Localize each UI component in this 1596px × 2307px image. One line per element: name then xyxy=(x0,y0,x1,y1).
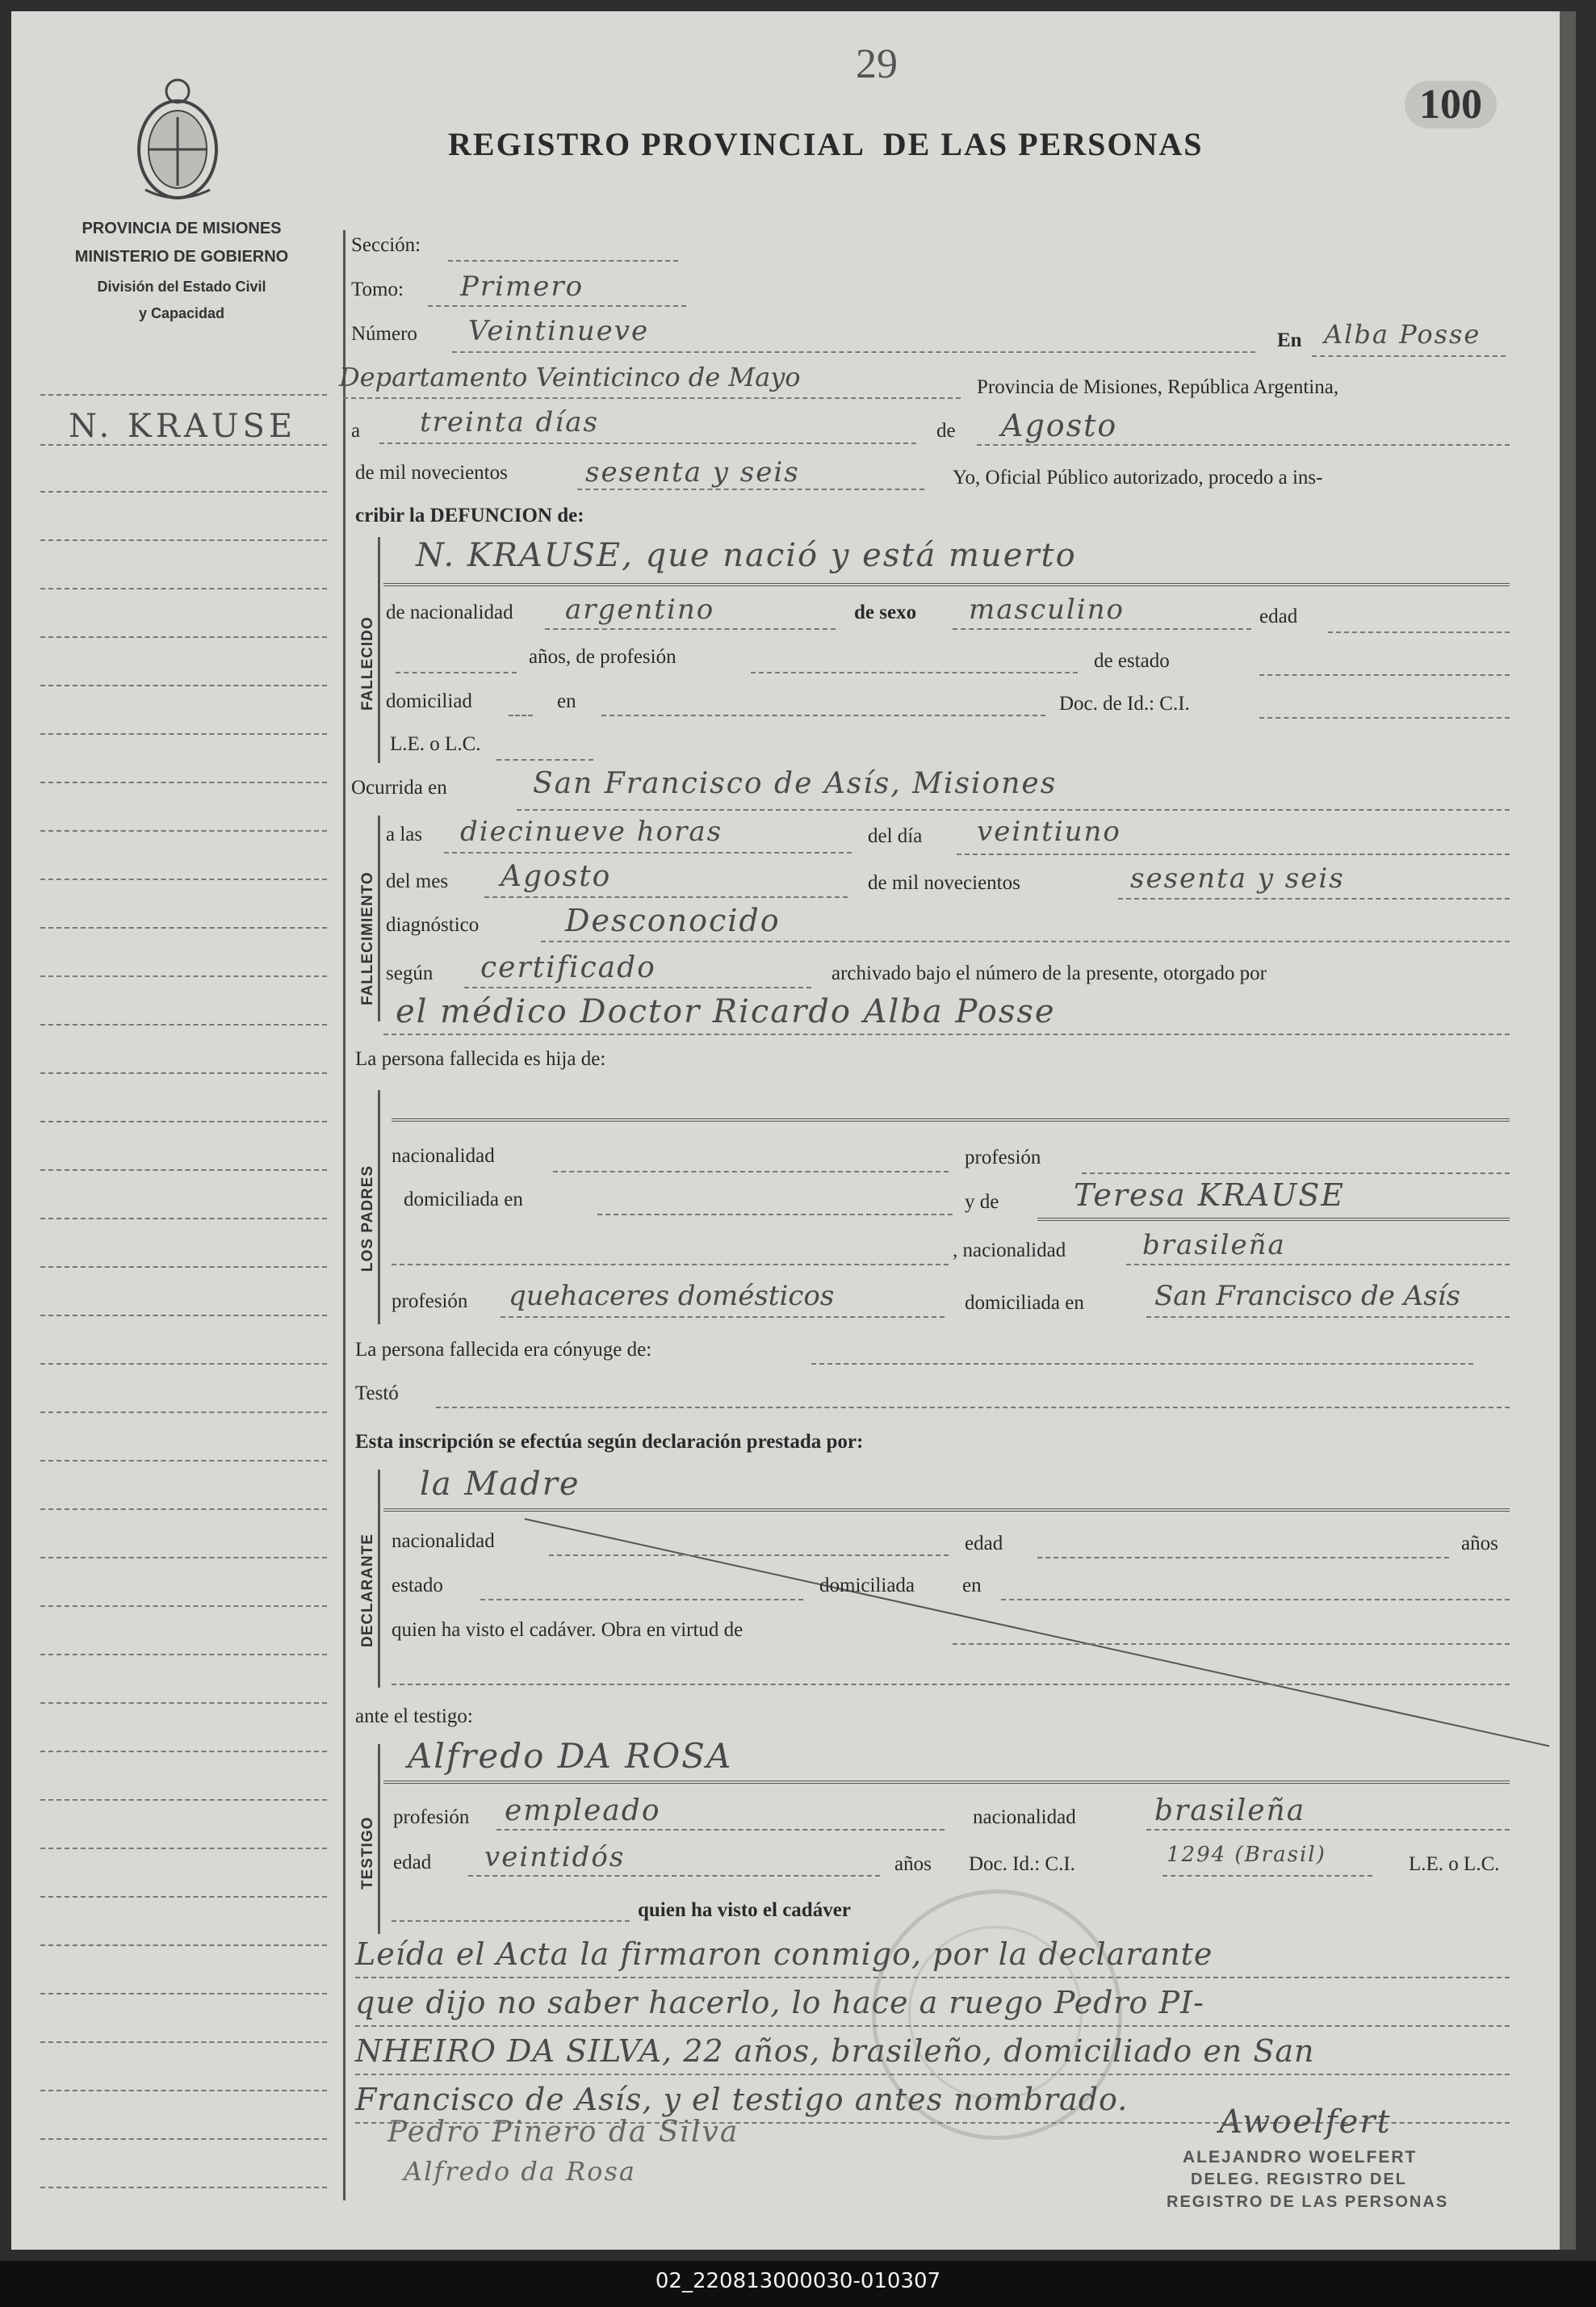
mil-fallecimiento-label: de mil novecientos xyxy=(868,872,1020,894)
inscripcion-text: Esta inscripción se efectúa según declaración prestada por: xyxy=(355,1431,864,1453)
segun-value: certificado xyxy=(480,951,656,984)
fallecido-le-label: L.E. o L.C. xyxy=(390,733,481,755)
testigo-cadaver-line xyxy=(392,1920,630,1922)
fallecido-name-line xyxy=(383,583,1510,586)
medico-line xyxy=(383,1034,1510,1035)
anio-value: sesenta y seis xyxy=(585,456,800,489)
fallecido-rule xyxy=(378,537,380,763)
ocurrida-label: Ocurrida en xyxy=(351,777,447,799)
dia-line xyxy=(379,443,916,444)
tomo-value: Primero xyxy=(460,271,584,303)
declarante-name: la Madre xyxy=(420,1466,580,1503)
declarante-edad-label: edad xyxy=(965,1533,1003,1554)
fallecido-le-line xyxy=(496,759,593,761)
testigo-rule xyxy=(378,1744,380,1934)
division-heading-2: y Capacidad xyxy=(138,305,225,321)
signature-official: Awoelfert xyxy=(1219,2104,1392,2141)
testigo-doc-line xyxy=(1162,1875,1372,1877)
fallecido-nacionalidad-label: de nacionalidad xyxy=(386,602,513,623)
fallecido-edad-line xyxy=(1328,631,1510,633)
declarante-estado-label: estado xyxy=(392,1575,443,1596)
testigo-doc-value: 1294 (Brasil) xyxy=(1167,1843,1326,1867)
official-role-1: DELEG. REGISTRO DEL xyxy=(1191,2171,1408,2188)
fallecido-estado-label: de estado xyxy=(1094,650,1170,672)
del-mes-label: del mes xyxy=(386,870,449,892)
en-label: En xyxy=(1277,329,1302,351)
diagnostico-value: Desconocido xyxy=(565,903,781,938)
a-las-label: a las xyxy=(386,824,423,845)
fallecido-sexo-line xyxy=(953,628,1251,630)
testigo-edad-label: edad xyxy=(393,1852,432,1873)
testo-label: Testó xyxy=(355,1382,399,1404)
padres-nacionalidad-line xyxy=(553,1171,949,1172)
padres-nacionalidad2-label: , nacionalidad xyxy=(953,1239,1066,1261)
hija-label: La persona fallecida es hija de: xyxy=(355,1048,606,1070)
declarante-nacionalidad-line xyxy=(549,1554,949,1556)
en-value: Alba Posse xyxy=(1324,319,1481,350)
dia-fallecimiento-line xyxy=(957,854,1510,855)
closing-line-4: Francisco de Asís, y el testigo antes nombrado. xyxy=(355,2082,1129,2117)
conyuge-label: La persona fallecida era cónyuge de: xyxy=(355,1339,652,1361)
padres-domiciliada2-value: San Francisco de Asís xyxy=(1154,1280,1460,1312)
testigo-profesion-value: empleado xyxy=(505,1794,661,1827)
fallecido-domiciliado-label: domiciliad xyxy=(386,690,472,712)
ocurrida-value: San Francisco de Asís, Misiones xyxy=(533,767,1058,800)
seccion-line xyxy=(448,260,678,262)
fallecido-sexo-value: masculino xyxy=(969,594,1125,626)
fallecido-en-line xyxy=(601,715,1045,716)
signature-alfredo: Alfredo da Rosa xyxy=(404,2156,636,2187)
declarante-edad-line xyxy=(1037,1557,1449,1558)
fallecido-doc-label: Doc. de Id.: C.I. xyxy=(1059,693,1190,715)
padres-profesion2-value: quehaceres domésticos xyxy=(509,1280,835,1312)
testigo-nacionalidad-value: brasileña xyxy=(1154,1794,1306,1827)
declarante-rule xyxy=(378,1470,380,1688)
mes-fallecimiento-line xyxy=(484,896,848,898)
fallecido-nacionalidad-value: argentino xyxy=(565,594,715,626)
fallecimiento-rule xyxy=(378,816,380,1021)
medico-value: el médico Doctor Ricardo Alba Posse xyxy=(396,993,1056,1030)
province-heading: PROVINCIA DE MISIONES xyxy=(82,220,282,237)
conyuge-line xyxy=(811,1363,1473,1365)
padres-profesion-label: profesión xyxy=(965,1147,1041,1168)
padres-profesion2-line xyxy=(501,1316,945,1318)
padres-profesion-line xyxy=(1082,1172,1510,1174)
declarante-domiciliada-label: domiciliada xyxy=(819,1575,915,1596)
testigo-edad-line xyxy=(468,1875,880,1877)
closing-line-2-rule xyxy=(355,2025,1510,2027)
official-name: ALEJANDRO WOELFERT xyxy=(1183,2148,1418,2166)
tomo-label: Tomo: xyxy=(351,279,404,300)
page-number: 29 xyxy=(856,41,898,87)
testigo-profesion-line xyxy=(496,1829,945,1831)
signature-pedro: Pedro Pinero da Silva xyxy=(387,2116,739,2149)
declarante-name-line xyxy=(383,1508,1510,1512)
madre-value: Teresa KRAUSE xyxy=(1074,1177,1346,1213)
main-vertical-rule xyxy=(343,230,346,2200)
mes-fallecimiento-value: Agosto xyxy=(501,860,612,893)
padres-domiciliada2-line xyxy=(1146,1316,1510,1318)
ocurrida-line xyxy=(517,809,1510,811)
padres-domiciliada2-label: domiciliada en xyxy=(965,1292,1084,1314)
testigo-nacionalidad-label: nacionalidad xyxy=(973,1806,1076,1828)
folio-number: 100 xyxy=(1405,81,1497,128)
diagnostico-label: diagnóstico xyxy=(386,914,480,936)
y-de-label: y de xyxy=(965,1191,999,1213)
testigo-le-label: L.E. o L.C. xyxy=(1409,1853,1500,1875)
a-label: a xyxy=(351,420,361,442)
segun-label: según xyxy=(386,963,434,984)
numero-label: Número xyxy=(351,323,417,345)
inscribir-text: cribir la DEFUNCION de: xyxy=(355,505,584,526)
departamento-line xyxy=(343,397,961,399)
declarante-en-label: en xyxy=(962,1575,982,1596)
closing-line-3-rule xyxy=(355,2074,1510,2075)
padre-name-line xyxy=(392,1118,1510,1122)
testigo-anios-label: años xyxy=(894,1853,932,1875)
closing-line-2: que dijo no saber hacerlo, lo hace a ruego Pedro PI- xyxy=(355,1985,1204,2020)
padres-nacionalidad2-line xyxy=(1126,1264,1510,1265)
de-label: de xyxy=(936,420,956,442)
testigo-cadaver-label: quien ha visto el cadáver xyxy=(638,1899,851,1921)
image-caption-strip xyxy=(0,2261,1596,2307)
fallecido-name: N. KRAUSE, que nació y está muerto xyxy=(416,537,1077,574)
padres-domiciliada-line xyxy=(597,1214,953,1215)
testigo-profesion-label: profesión xyxy=(393,1806,470,1828)
padres-nacionalidad2-value: brasileña xyxy=(1142,1229,1286,1261)
fallecido-nacionalidad-line xyxy=(545,628,836,630)
padres-domiciliada-label: domiciliada en xyxy=(404,1189,523,1210)
testo-line xyxy=(436,1407,1510,1408)
testigo-edad-value: veintidós xyxy=(484,1841,626,1873)
fallecido-doc-line xyxy=(1259,717,1510,719)
padres-profesion2-label: profesión xyxy=(392,1290,468,1312)
numero-value: Veintinueve xyxy=(468,315,650,347)
segun-line xyxy=(464,987,811,988)
coat-of-arms-icon xyxy=(129,77,226,206)
fallecido-estado-line xyxy=(1259,674,1510,676)
fallecido-domiciliado-line xyxy=(509,715,533,716)
declarante-nacionalidad-label: nacionalidad xyxy=(392,1530,495,1552)
anio-line xyxy=(577,489,924,490)
dia-value: treinta días xyxy=(420,406,599,438)
declarante-extra-line xyxy=(392,1684,1510,1685)
hora-value: diecinueve horas xyxy=(460,816,723,848)
margin-name-note: N. KRAUSE xyxy=(69,408,297,445)
en-line xyxy=(1312,355,1506,357)
departamento-value: Departamento Veinticinco de Mayo xyxy=(339,362,801,392)
hora-line xyxy=(444,852,852,854)
register-title: REGISTRO PROVINCIAL DE LAS PERSONAS xyxy=(448,126,1204,162)
del-dia-label: del día xyxy=(868,825,923,847)
testigo-nacionalidad-line xyxy=(1146,1829,1510,1831)
testigo-name-line xyxy=(383,1781,1510,1784)
ante-testigo-label: ante el testigo: xyxy=(355,1705,473,1727)
declarante-anios-label: años xyxy=(1461,1533,1498,1554)
padres-nacionalidad-label: nacionalidad xyxy=(392,1145,495,1167)
declarante-cadaver-line xyxy=(953,1643,1510,1645)
official-role-2: REGISTRO DE LAS PERSONAS xyxy=(1167,2193,1449,2211)
testigo-doc-label: Doc. Id.: C.I. xyxy=(969,1853,1075,1875)
fallecido-anios-label: años, de profesión xyxy=(529,646,677,668)
madre-line xyxy=(1037,1218,1510,1221)
fallecido-edad-label: edad xyxy=(1259,606,1298,627)
ministry-heading: MINISTERIO DE GOBIERNO xyxy=(74,248,289,266)
padres-blank-line xyxy=(392,1264,949,1265)
image-code: 02_220813000030-010307 xyxy=(655,2269,941,2293)
mes-value: Agosto xyxy=(1001,408,1118,443)
fallecido-tab: FALLECIDO xyxy=(359,616,376,711)
fallecido-sexo-label: de sexo xyxy=(854,602,917,623)
numero-line xyxy=(452,351,1255,353)
anio-fallecimiento-line xyxy=(1118,898,1510,900)
declarante-cadaver-label: quien ha visto el cadáver. Obra en virtud de xyxy=(392,1619,744,1641)
fallecido-en-label: en xyxy=(557,690,576,712)
testigo-name: Alfredo DA ROSA xyxy=(408,1736,733,1776)
closing-line-1: Leída el Acta la firmaron conmigo, por la declarante xyxy=(355,1936,1213,1972)
tomo-line xyxy=(428,305,686,307)
provincia-text: Provincia de Misiones, República Argentina, xyxy=(977,376,1339,398)
testigo-tab: TESTIGO xyxy=(359,1816,376,1890)
mil-label: de mil novecientos xyxy=(355,462,508,484)
seccion-label: Sección: xyxy=(351,234,421,256)
declarante-estado-line xyxy=(480,1599,803,1600)
oficial-text: Yo, Oficial Público autorizado, procedo a ins- xyxy=(953,467,1323,489)
mes-line xyxy=(977,444,1510,446)
page-edge xyxy=(1560,11,1576,2250)
closing-line-1-rule xyxy=(355,1977,1510,1978)
fallecido-anios-line xyxy=(396,672,517,673)
padres-tab: LOS PADRES xyxy=(359,1164,376,1272)
closing-line-3: NHEIRO DA SILVA, 22 años, brasileño, domiciliado en San xyxy=(355,2033,1315,2069)
archivado-text: archivado bajo el número de la presente, otorgado por xyxy=(832,963,1267,984)
fallecido-profesion-line xyxy=(751,672,1078,673)
declarante-en-line xyxy=(1001,1599,1510,1600)
diagnostico-line xyxy=(541,941,1510,942)
dia-fallecimiento-value: veintiuno xyxy=(977,816,1121,848)
division-heading: División del Estado Civil xyxy=(97,279,266,295)
declarante-tab: DECLARANTE xyxy=(359,1533,376,1647)
fallecimiento-tab: FALLECIMIENTO xyxy=(359,871,376,1005)
padres-rule xyxy=(378,1090,380,1324)
anio-fallecimiento-value: sesenta y seis xyxy=(1130,862,1345,895)
